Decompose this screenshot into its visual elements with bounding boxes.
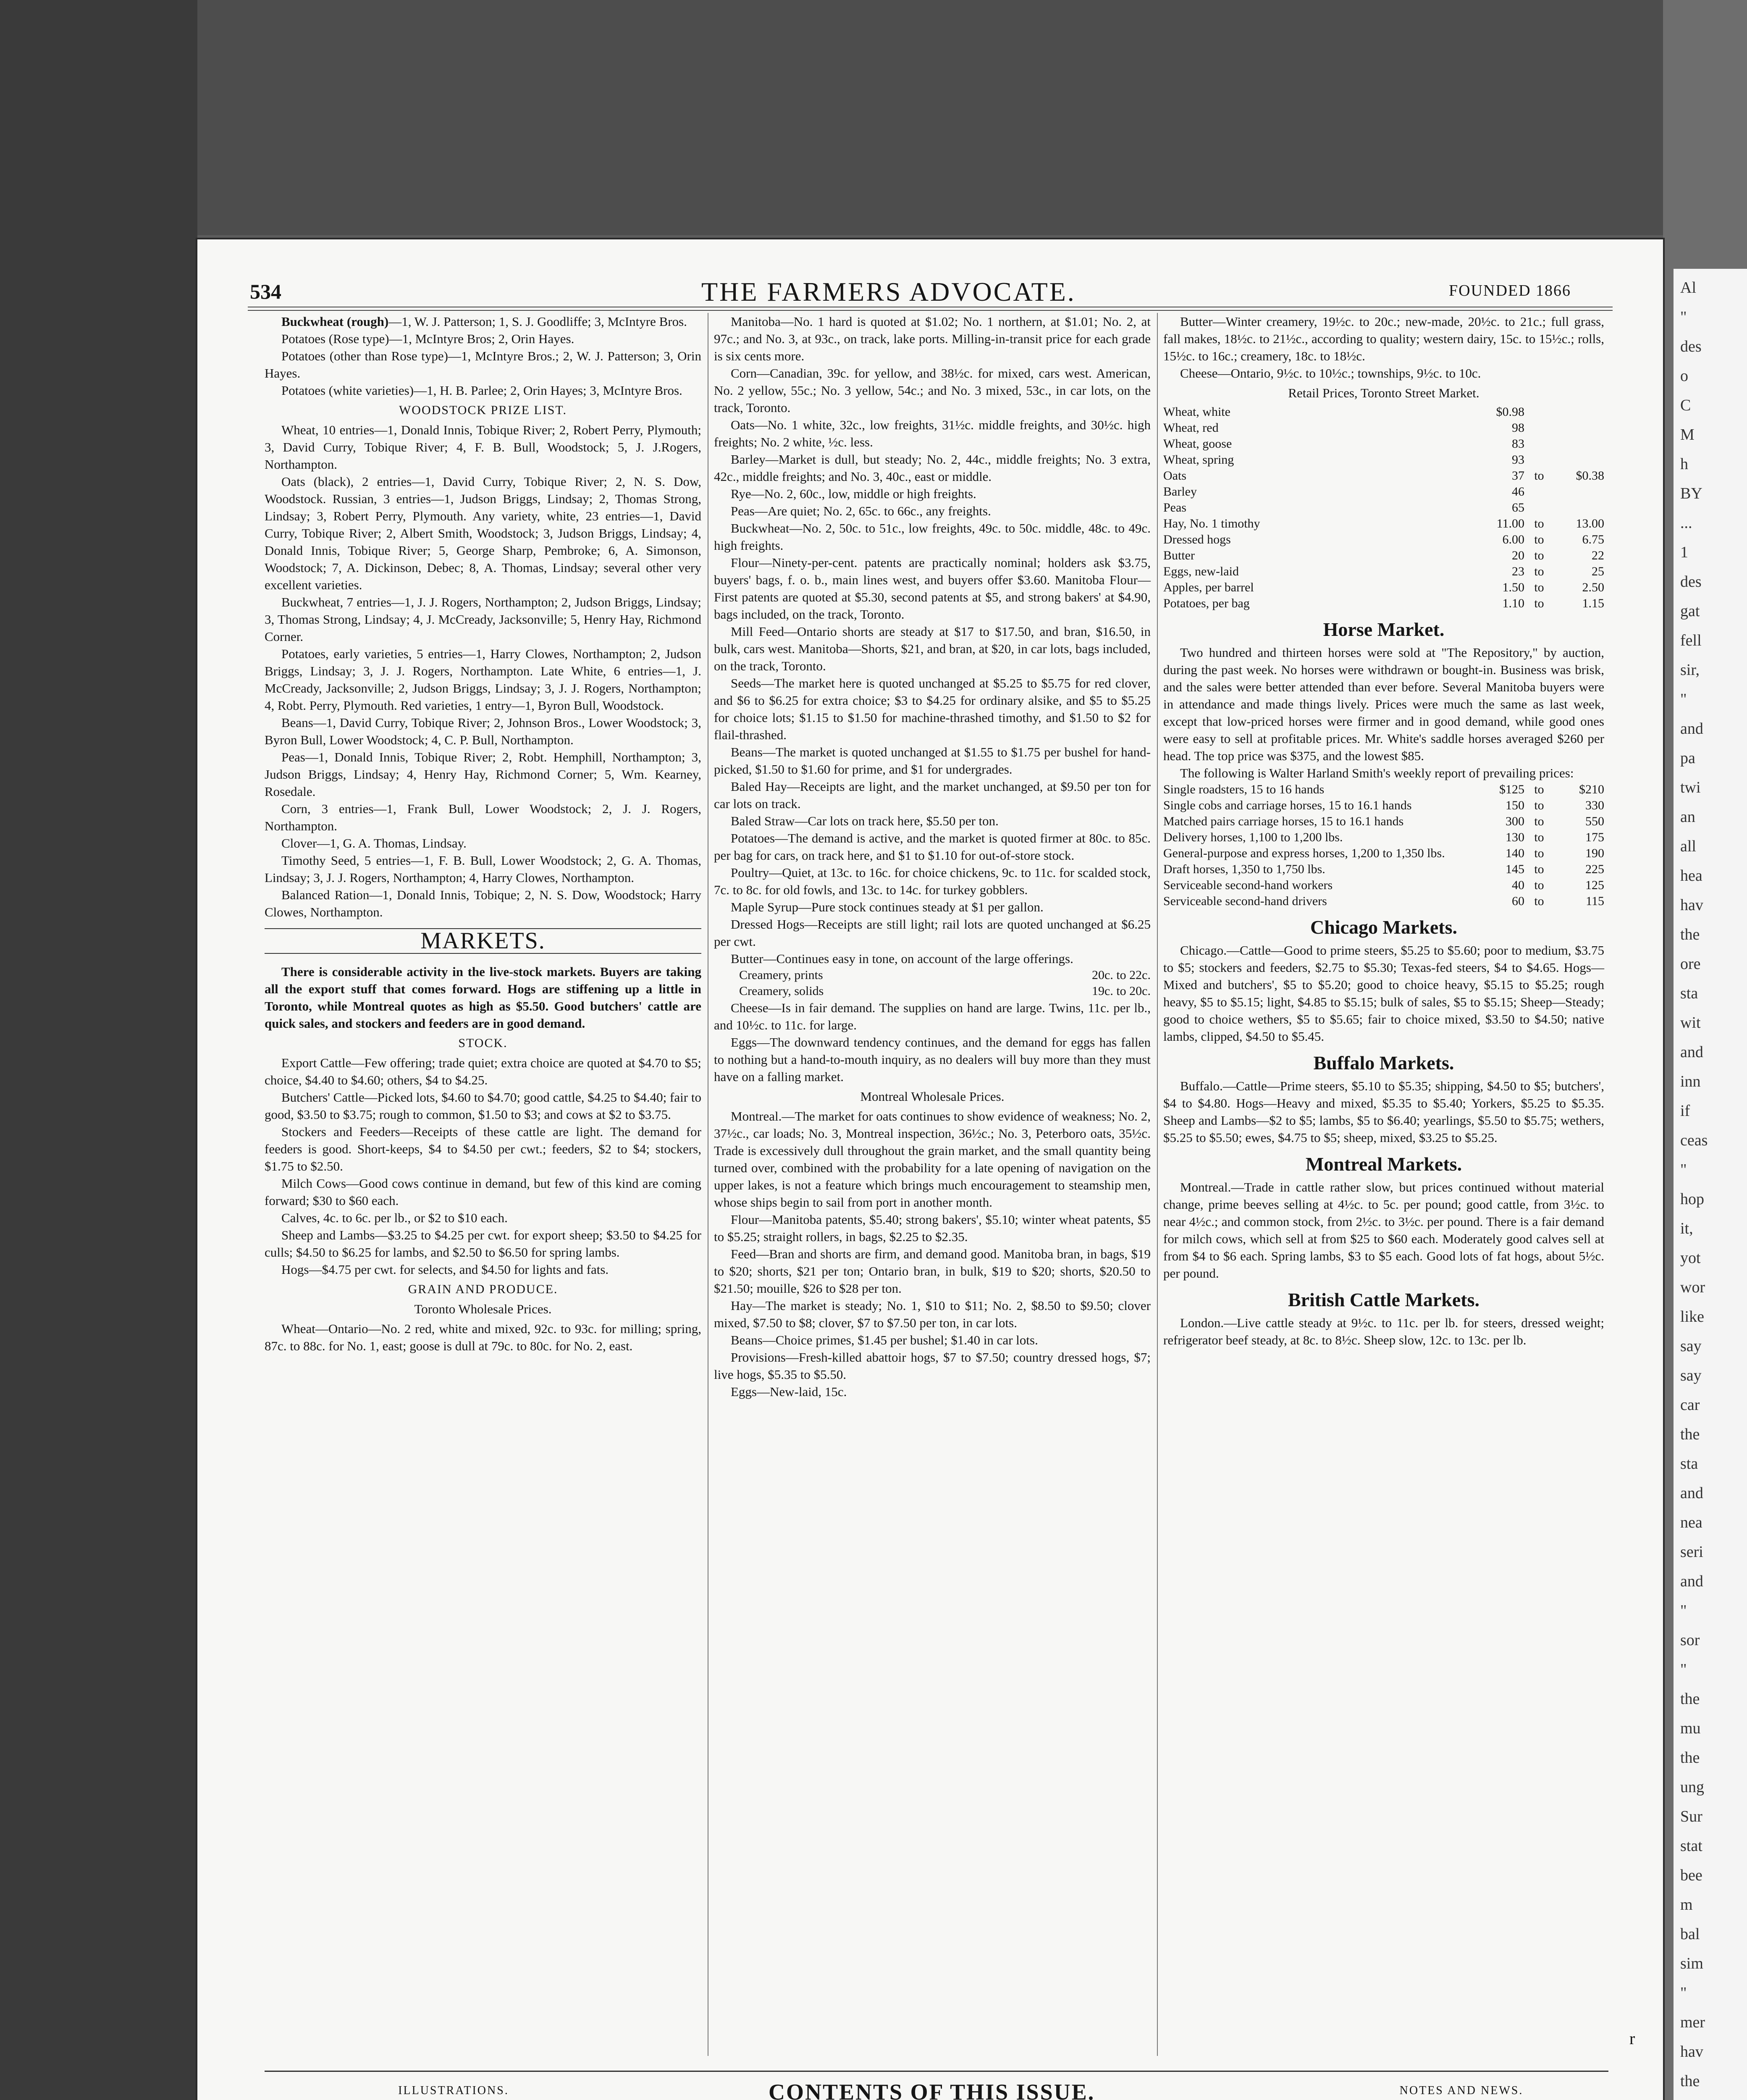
retail-item: Potatoes, per bag <box>1163 596 1250 610</box>
horse-high: 225 <box>1585 862 1604 876</box>
montreal-wholesale-heading: Montreal Wholesale Prices. <box>860 1089 1005 1104</box>
retail-low: $0.98 <box>1496 405 1524 419</box>
prize-entry: Potatoes (white varieties)—1, H. B. Parlee; 2, Orin Hayes; 3, McIntyre Bros. <box>281 383 682 398</box>
edge-fragment: the <box>1680 2072 1700 2090</box>
stock-heading: STOCK. <box>458 1036 508 1050</box>
edge-fragment: h <box>1680 455 1688 473</box>
horse-high: 115 <box>1586 894 1604 908</box>
column-3 <box>1163 313 1604 1349</box>
buffalo-markets-heading: Buffalo Markets. <box>1313 1052 1454 1074</box>
retail-to: to <box>1534 533 1544 546</box>
horse-item: Serviceable second-hand drivers <box>1163 894 1327 908</box>
retail-row <box>1163 404 1604 420</box>
produce-price-paragraph: Potatoes—The demand is active, and the market is quoted firmer at 80c. to 85c. per bag for cars, on track here, and $1 to $1.10 for out-of-store stock. <box>714 831 1151 863</box>
retail-high <box>1554 404 1604 420</box>
horse-row <box>1163 798 1604 814</box>
cheese-eggs <box>714 999 1151 1085</box>
contents-of-issue <box>265 2079 1608 2100</box>
markets-heading: MARKETS. <box>265 928 701 954</box>
edge-fragment: sta <box>1680 1455 1698 1473</box>
retail-row <box>1163 580 1604 596</box>
contents-top-rule <box>265 2071 1608 2072</box>
retail-item: Wheat, goose <box>1163 437 1232 451</box>
retail-low: 65 <box>1512 501 1524 514</box>
grain-wheat-paragraph: Wheat—Ontario—No. 2 red, white and mixed, 92c. to 93c. for milling; spring, 87c. to 88c. for No. 1, east; goose is dull at 79c. to 80c. for No. 2, east. <box>265 1321 701 1353</box>
edge-fragment: and <box>1680 1043 1703 1061</box>
produce-price-paragraph: Baled Hay—Receipts are light, and the market unchanged, at $9.50 per ton for car lots on track. <box>714 779 1151 811</box>
edge-fragment: ... <box>1680 514 1692 532</box>
edge-fragment: hav <box>1680 896 1703 914</box>
edge-fragment: mer <box>1680 2013 1705 2031</box>
edge-fragment: pa <box>1680 749 1695 767</box>
produce-price-paragraph: Dressed Hogs—Receipts are still light; rail lots are quoted unchanged at $6.25 per cwt. <box>714 917 1151 949</box>
horse-low: 145 <box>1506 862 1524 876</box>
retail-low: 6.00 <box>1502 533 1524 546</box>
horse-high: 330 <box>1585 798 1604 812</box>
prize-entry: Buckwheat, 7 entries—1, J. J. Rogers, Northampton; 2, Judson Briggs, Lindsay; 3, Thomas Strong, Lindsay; 4, J. McCready, Jacksonville; 5, Henry Hay, Richmond Corner. <box>265 595 701 644</box>
woodstock-prize-list <box>265 421 701 921</box>
horse-market-text <box>1163 644 1604 782</box>
horse-high: 190 <box>1585 846 1604 860</box>
butter-label: Creamery, prints <box>739 968 823 982</box>
edge-fragment: o <box>1680 367 1688 385</box>
butter-label: Creamery, solids <box>739 984 824 998</box>
edge-fragment: like <box>1680 1308 1704 1326</box>
prize-entry-lead: Buckwheat (rough) <box>281 314 389 329</box>
retail-item: Apples, per barrel <box>1163 580 1254 594</box>
horse-market-paragraph: Two hundred and thirteen horses were sold at "The Repository," by auction, during the past week. No horses were withdrawn or bought-in. Business was brisk, and the sales were better attended than ever before. Several Manitoba buyers were in attendance and made things lively. Prices were much the same as last week, except that low-priced horses were firmer and in good demand, while good ones were easy to sell at profitable prices. Mr. White's saddle horses averaged $260 per head. The top price was $375, and the lowest $85. <box>1163 645 1604 763</box>
montreal-markets-heading: Montreal Markets. <box>1305 1153 1462 1175</box>
horse-item: Single cobs and carriage horses, 15 to 16.1 hands <box>1163 798 1412 812</box>
header-rule <box>248 307 1613 311</box>
buffalo-markets-text: Buffalo.—Cattle—Prime steers, $5.10 to $5.35; shipping, $4.50 to $5; butchers', $4 to $4.80. Hogs—Heavy and mixed, $5.35 to $5.40; Yorkers, $5.25 to $5.35. Sheep and Lambs—$2 to $5; lambs, $5 to $6.40; yearlings, $5.50 to $5.75; wethers, $5.25 to $5.50; ewes, $4.75 to $5; sheep, mixed, $3.25 to $5.25. <box>1163 1079 1604 1145</box>
horse-to: to <box>1534 798 1544 812</box>
retail-low: 1.10 <box>1502 596 1524 610</box>
retail-row <box>1163 420 1604 436</box>
butter-price-table <box>714 967 1151 999</box>
edge-fragment: bal <box>1680 1925 1700 1943</box>
retail-high: 25 <box>1592 564 1604 578</box>
retail-to: to <box>1534 580 1544 594</box>
horse-item: Single roadsters, 15 to 16 hands <box>1163 782 1325 796</box>
column-2 <box>714 313 1151 1400</box>
edge-fragment: say <box>1680 1367 1702 1384</box>
produce-price-paragraph: Maple Syrup—Pure stock continues steady at $1 per gallon. <box>731 900 1044 914</box>
horse-high: $210 <box>1579 782 1604 796</box>
column-divider <box>1157 313 1158 2056</box>
retail-high <box>1554 484 1604 500</box>
horse-row <box>1163 782 1604 798</box>
retail-row <box>1163 564 1604 580</box>
horse-high: 125 <box>1585 878 1604 892</box>
montreal-wholesale-paragraph: Eggs—New-laid, 15c. <box>731 1384 847 1399</box>
edge-fragment: hea <box>1680 867 1702 885</box>
edge-fragment: " <box>1680 690 1687 708</box>
edge-fragment: wor <box>1680 1278 1705 1296</box>
prize-entry: Corn, 3 entries—1, Frank Bull, Lower Woodstock; 2, J. J. Rogers, Northampton. <box>265 801 701 833</box>
retail-high: 22 <box>1592 549 1604 562</box>
edge-fragment: m <box>1680 1896 1693 1914</box>
retail-high <box>1554 436 1604 452</box>
produce-price-paragraph: Barley—Market is dull, but steady; No. 2, 44c., middle freights; No. 3 extra, 42c., middle freights; and No. 3, 40c., east or middle. <box>714 452 1151 484</box>
montreal-wholesale-paragraph: Hay—The market is steady; No. 1, $10 to $11; No. 2, $8.50 to $9.50; clover mixed, $7.50 to $8; clover, $7 to $7.50 per ton, in car lots. <box>714 1298 1151 1330</box>
montreal-wholesale-paragraph: Beans—Choice primes, $1.45 per bushel; $1.40 in car lots. <box>731 1333 1038 1347</box>
retail-high <box>1554 420 1604 436</box>
stock-price-paragraph: Calves, 4c. to 6c. per lb., or $2 to $10 each. <box>281 1210 508 1225</box>
edge-fragment: des <box>1680 573 1702 591</box>
retail-low: 37 <box>1512 469 1524 483</box>
edge-fragment: sir, <box>1680 661 1700 679</box>
produce-price-paragraph: Buckwheat—No. 2, 50c. to 51c., low freights, 49c. to 50c. middle, 48c. to 49c. high freights. <box>714 521 1151 553</box>
edge-fragment: Al <box>1680 279 1696 297</box>
montreal-wholesale-paragraph: Provisions—Fresh-killed abattoir hogs, $7 to $7.50; country dressed hogs, $7; live hogs, $5.35 to $5.50. <box>714 1350 1151 1382</box>
prize-entry: Buckwheat (rough)—1, W. J. Patterson; 1, S. J. Goodliffe; 3, McIntyre Bros. <box>281 314 687 329</box>
horse-market-paragraph: The following is Walter Harland Smith's weekly report of prevailing prices: <box>1180 766 1574 780</box>
margin-mark: r <box>1629 2029 1635 2048</box>
retail-high: 1.15 <box>1582 596 1604 610</box>
horse-row <box>1163 877 1604 893</box>
edge-fragment: hav <box>1680 2043 1703 2061</box>
edge-fragment: fell <box>1680 632 1702 649</box>
column-1 <box>265 313 701 1354</box>
stock-price-paragraph: Hogs—$4.75 per cwt. for selects, and $4.50 for lights and fats. <box>281 1262 609 1277</box>
edge-fragment: the <box>1680 1425 1700 1443</box>
edge-fragment: bee <box>1680 1866 1702 1884</box>
edge-fragment: an <box>1680 808 1695 826</box>
produce-price-paragraph: Manitoba—No. 1 hard is quoted at $1.02; No. 1 northern, at $1.01; No. 2, at 97c.; and No. 3, at 93c., on track, lake ports. Milling-in-transit price for each grade is six cents more. <box>714 314 1151 363</box>
produce-price-paragraph: Butter—Winter creamery, 19½c. to 20c.; new-made, 20½c. to 21c.; full grass, fall makes, 18½c. to 21½c., according to quality; western dairy, 15c. to 15½c.; rolls, 15½c. to 16c.; creamery, 18c. to 18½c. <box>1163 314 1604 363</box>
stock-price-paragraph: Milch Cows—Good cows continue in demand, but few of this kind are coming forward; $30 to $60 each. <box>265 1176 701 1208</box>
prize-entry: Clover—1, G. A. Thomas, Lindsay. <box>281 836 467 850</box>
founded-label: FOUNDED 1866 <box>1449 282 1571 299</box>
horse-to: to <box>1534 814 1544 828</box>
butter-value: 19c. to 20c. <box>1092 984 1151 998</box>
produce-price-paragraph: Mill Feed—Ontario shorts are steady at $17 to $17.50, and bran, $16.50, in bulk, cars west. Manitoba—Shorts, $21, and bran, at $20, in car lots, bags included, on the track, Toronto. <box>714 624 1151 673</box>
retail-item: Oats <box>1163 469 1186 483</box>
retail-price-table <box>1163 404 1604 612</box>
prize-entry: Oats (black), 2 entries—1, David Curry, Tobique River; 2, N. S. Dow, Woodstock. Russian, 3 entries—1, Judson Briggs, Lindsay; 2, Thomas Strong, Lindsay; 3, Robert Perry, Plymouth. Any variety, white, 23 entries—1, David Curry, Tobique River; 2, Albert Smith, Woodstock; 3, Judson Briggs, Lindsay; 4, Donald Innis, Tobique River; 5, George Sharp, Pembroke; 6, A. Simonson, Woodstock; 7, A. Dickinson, Debec; 8, A. Thomas, Lindsay; several other very excellent varieties. <box>265 474 701 592</box>
edge-fragment: ore <box>1680 955 1701 973</box>
montreal-wholesale-paragraph: Montreal.—The market for oats continues to show evidence of weakness; No. 2, 37½c., car loads; No. 3, Montreal inspection, 36½c.; No. 3, Peterboro oats, 35½c. Trade is excessively dull throughout the grain market, and the small quantity being turned over, combined with the probability for a late opening of navigation on the upper lakes, is not a feature which brings much encouragement to steamship men, whose ships begin to sail from port in another month. <box>714 1109 1151 1210</box>
horse-low: 300 <box>1506 814 1524 828</box>
edge-fragment: hop <box>1680 1190 1704 1208</box>
produce-price-paragraph: Poultry—Quiet, at 13c. to 16c. for choice chickens, 9c. to 11c. for scalded stock, 7c. to 8c. for old fowls, and 13c. to 14c. for turkey gobblers. <box>714 865 1151 897</box>
horse-item: Delivery horses, 1,100 to 1,200 lbs. <box>1163 830 1343 844</box>
produce-price-paragraph: Seeds—The market here is quoted unchanged at $5.25 to $5.75 for red clover, and $6 to $6.25 for extra choice; $3 to $4.25 for ordinary alsike, and $5 to $5.25 for choice lots; $1.15 to $1.50 for machine-thrashed timothy, and $1.50 to $2 for flail-thrashed. <box>714 676 1151 742</box>
horse-to: to <box>1534 830 1544 844</box>
edge-fragment: ung <box>1680 1778 1704 1796</box>
retail-to <box>1524 404 1554 420</box>
retail-to <box>1524 436 1554 452</box>
produce-price-paragraph: Corn—Canadian, 39c. for yellow, and 38½c. for mixed, cars west. American, No. 2 yellow, 55c.; No. 3 yellow, 54c.; and No. 3 mixed, 53c., in car lots, on the track, Toronto. <box>714 366 1151 415</box>
edge-fragment: ceas <box>1680 1131 1708 1149</box>
page-number: 534 <box>250 280 281 303</box>
adjacent-page-edge <box>1674 269 1747 2100</box>
retail-row <box>1163 500 1604 516</box>
horse-high: 175 <box>1585 830 1604 844</box>
horse-to: to <box>1534 878 1544 892</box>
edge-fragment: sim <box>1680 1955 1703 1972</box>
retail-row <box>1163 468 1604 484</box>
edge-fragment: " <box>1680 308 1687 326</box>
retail-item: Peas <box>1163 501 1186 514</box>
edge-fragment: " <box>1680 1602 1687 1620</box>
retail-high: 13.00 <box>1576 517 1604 530</box>
horse-row <box>1163 893 1604 909</box>
contents-column-4 <box>1314 2083 1608 2100</box>
edge-fragment: seri <box>1680 1543 1703 1561</box>
edge-fragment: yot <box>1680 1249 1701 1267</box>
prize-entry: Potatoes (Rose type)—1, McIntyre Bros; 2, Orin Hayes. <box>281 331 574 346</box>
prize-entry: Potatoes (other than Rose type)—1, McIntyre Bros.; 2, W. J. Patterson; 3, Orin Hayes. <box>265 349 701 381</box>
contents-title: CONTENTS OF THIS ISSUE. <box>769 2079 1095 2100</box>
edge-fragment: sor <box>1680 1631 1700 1649</box>
butter-row <box>714 967 1151 983</box>
edge-fragment: mu <box>1680 1719 1701 1737</box>
retail-to: to <box>1534 549 1544 562</box>
chicago-markets-text: Chicago.—Cattle—Good to prime steers, $5.25 to $5.60; poor to medium, $3.75 to $5; stockers and feeders, $2.75 to $5.30; Texas-fed steers, $4 to $4.65. Hogs—Mixed and butchers', $5 to $5.20; good to choice heavy, $5.15 to $5.25; rough heavy, $5 to $5.15; light, $4.85 to $5.15; bulk of sales, $5 to $5.15; Sheep—Steady; good to choice wethers, $5 to $5.65; fair to choice mixed, $3.50 to $4.50; native lambs, clipped, $4.50 to $5.45. <box>1163 943 1604 1044</box>
retail-to: to <box>1534 596 1544 610</box>
british-cattle-markets-text: London.—Live cattle steady at 9½c. to 11c. per lb. for steers, dressed weight; refrigerator beef steady, at 8c. to 8½c. Sheep slow, 12c. to 13c. per lb. <box>1163 1315 1604 1347</box>
retail-item: Hay, No. 1 timothy <box>1163 517 1260 530</box>
butter-value: 20c. to 22c. <box>1092 968 1151 982</box>
edge-fragment: C <box>1680 396 1691 414</box>
prize-entry: Balanced Ration—1, Donald Innis, Tobique; 2, N. S. Dow, Woodstock; Harry Clowes, Northampton. <box>265 887 701 919</box>
edge-fragment: car <box>1680 1396 1700 1414</box>
butter-row <box>714 983 1151 999</box>
contents-column-1 <box>265 2083 643 2100</box>
grain-produce-list <box>714 313 1151 967</box>
retail-low: 11.00 <box>1496 517 1524 530</box>
retail-item: Butter <box>1163 549 1195 562</box>
retail-to: to <box>1534 469 1544 483</box>
produce-price-paragraph: Peas—Are quiet; No. 2, 65c. to 66c., any freights. <box>731 504 991 518</box>
edge-fragment: the <box>1680 1690 1700 1708</box>
produce-price-paragraph: Eggs—The downward tendency continues, and the demand for eggs has fallen to nothing but a hand-to-mouth inquiry, as no dealers will buy more than they must have on a falling market. <box>714 1035 1151 1084</box>
produce-price-paragraph: Rye—No. 2, 60c., low, middle or high freights. <box>731 486 976 501</box>
horse-low: $125 <box>1499 782 1524 796</box>
retail-row <box>1163 484 1604 500</box>
horse-to: to <box>1534 894 1544 908</box>
edge-fragment: and <box>1680 1484 1703 1502</box>
edge-fragment: and <box>1680 720 1703 738</box>
retail-item: Wheat, red <box>1163 421 1219 435</box>
newspaper-page <box>197 239 1663 2100</box>
edge-fragment: BY <box>1680 485 1702 502</box>
edge-fragment: nea <box>1680 1514 1702 1531</box>
prize-entry: Potatoes, early varieties, 5 entries—1, Harry Clowes, Northampton; 2, Judson Briggs, Lindsay; 3, J. J. Rogers, Northampton. Late White, 6 entries—1, J. McCready, Jacksonville; 2, Judson Briggs, Lindsay; 3, J. J. Rogers, Northampton; 4, Robt. Perry, Plymouth. Red varieties, 1 entry—1, Byron Bull, Woodstock. <box>265 646 701 713</box>
stock-price-paragraph: Stockers and Feeders—Receipts of these cattle are light. The demand for feeders is good. Short-keeps, $4 to $4.50 per cwt.; feeders, $2 to $4; stockers, $1.75 to $2.50. <box>265 1124 701 1173</box>
retail-high <box>1554 452 1604 468</box>
retail-low: 20 <box>1512 549 1524 562</box>
retail-item: Eggs, new-laid <box>1163 564 1239 578</box>
retail-low: 93 <box>1512 453 1524 467</box>
retail-low: 1.50 <box>1502 580 1524 594</box>
retail-low: 46 <box>1512 485 1524 499</box>
horse-high: 550 <box>1585 814 1604 828</box>
horse-low: 40 <box>1512 878 1524 892</box>
stock-price-paragraph: Export Cattle—Few offering; trade quiet; extra choice are quoted at $4.70 to $5; choice, $4.40 to $4.60; others, $4 to $4.25. <box>265 1055 701 1087</box>
horse-row <box>1163 845 1604 861</box>
prize-entry: Timothy Seed, 5 entries—1, F. B. Bull, Lower Woodstock; 2, G. A. Thomas, Lindsay; 3, J. J. Rogers, Northampton; 4, Harry Clowes, Northampton. <box>265 853 701 885</box>
retail-item: Wheat, white <box>1163 405 1230 419</box>
stock-prices <box>265 1054 701 1278</box>
retail-item: Barley <box>1163 485 1197 499</box>
produce-price-paragraph: Oats—No. 1 white, 32c., low freights, 31½c. middle freights, and 30½c. high freights; No. 2 white, ½c. less. <box>714 417 1151 449</box>
retail-row <box>1163 548 1604 564</box>
retail-row <box>1163 532 1604 548</box>
grain-heading: GRAIN AND PRODUCE. <box>408 1282 558 1296</box>
grain-subheading: Toronto Wholesale Prices. <box>414 1302 552 1316</box>
horse-to: to <box>1534 846 1544 860</box>
butter-cheese-montreal <box>1163 313 1604 382</box>
retail-high <box>1554 500 1604 516</box>
edge-fragment: twi <box>1680 779 1701 796</box>
contents-section-heading: ILLUSTRATIONS. <box>398 2084 509 2097</box>
horse-row <box>1163 830 1604 845</box>
edge-fragment: inn <box>1680 1073 1701 1090</box>
prize-entry: Peas—1, Donald Innis, Tobique River; 2, Robt. Hemphill, Northampton; 3, Judson Briggs, Lindsay; 4, Henry Hay, Richmond Corner; 5, Wm. Kearney, Rosedale. <box>265 750 701 799</box>
retail-low: 23 <box>1512 564 1524 578</box>
retail-row <box>1163 452 1604 468</box>
montreal-wholesale-paragraph: Feed—Bran and shorts are firm, and demand good. Manitoba bran, in bags, $19 to $20; shorts, $21 per ton; Ontario bran, in bulk, $19 to $20; shorts, $20.50 to $21.50; mouille, $26 to $28 per ton. <box>714 1247 1151 1296</box>
horse-low: 140 <box>1506 846 1524 860</box>
masthead-title: THE FARMERS ADVOCATE. <box>701 277 1076 307</box>
horse-item: Matched pairs carriage horses, 15 to 16.1 hands <box>1163 814 1404 828</box>
retail-low: 83 <box>1512 437 1524 451</box>
horse-to: to <box>1534 862 1544 876</box>
horse-low: 150 <box>1506 798 1524 812</box>
edge-fragment: the <box>1680 926 1700 943</box>
retail-to: to <box>1534 517 1544 530</box>
montreal-markets-text: Montreal.—Trade in cattle rather slow, but prices continued without material change, prime beeves selling at 4½c. to 5c. per pound; good cattle, from 3½c. to near 4½c.; and common stock, from 2½c. to 3½c. per pound. There is a fair demand for milch cows, which sell at from $25 to $60 each. Moderately good calves sell at from $4 to $6 each. Spring lambs, $3 to $5 each. Good lots of fat hogs, about 5½c. per pound. <box>1163 1180 1604 1281</box>
horse-row <box>1163 814 1604 830</box>
horse-low: 130 <box>1506 830 1524 844</box>
retail-to <box>1524 452 1554 468</box>
produce-price-paragraph: Baled Straw—Car lots on track here, $5.50 per ton. <box>731 814 999 828</box>
edge-fragment: Sur <box>1680 1808 1702 1825</box>
edge-fragment: if <box>1680 1102 1690 1120</box>
retail-row <box>1163 596 1604 612</box>
scan-background-top <box>0 0 1747 235</box>
produce-price-paragraph: Butter—Continues easy in tone, on account of the large offerings. <box>731 951 1073 966</box>
horse-to: to <box>1534 782 1544 796</box>
edge-fragment: stat <box>1680 1837 1702 1855</box>
horse-low: 60 <box>1512 894 1524 908</box>
produce-price-paragraph: Cheese—Is in fair demand. The supplies on hand are large. Twins, 11c. per lb., and 10½c. to 11c. for large. <box>714 1000 1151 1032</box>
edge-fragment: say <box>1680 1337 1702 1355</box>
edge-fragment: and <box>1680 1572 1703 1590</box>
retail-to <box>1524 420 1554 436</box>
edge-fragment: " <box>1680 1161 1687 1179</box>
retail-row <box>1163 516 1604 532</box>
edge-fragment: gat <box>1680 602 1700 620</box>
produce-price-paragraph: Flour—Ninety-per-cent. patents are practically nominal; holders ask $3.75, buyers' bags, f. o. b., main lines west, and buyers offer $3.60. Manitoba Flour—First patents are quoted at $5.30, second patents at $5, and strong bakers' at $4.90, bags included, on the track, Toronto. <box>714 555 1151 622</box>
prize-entry: Wheat, 10 entries—1, Donald Innis, Tobique River; 2, Robert Perry, Plymouth; 3, David Curry, Tobique River; 4, F. B. Bull, Woodstock; 5, J. J.Rogers, Northampton. <box>265 423 701 472</box>
retail-to <box>1524 500 1554 516</box>
montreal-wholesale-paragraph: Flour—Manitoba patents, $5.40; strong bakers', $5.10; winter wheat patents, $5 to $5.25; straight rollers, in bags, $2.25 to $2.35. <box>714 1212 1151 1244</box>
edge-fragment: it, <box>1680 1220 1693 1237</box>
horse-price-table <box>1163 782 1604 909</box>
edge-fragment: des <box>1680 338 1702 355</box>
retail-high: 6.75 <box>1582 533 1604 546</box>
retail-prices-heading: Retail Prices, Toronto Street Market. <box>1288 386 1479 400</box>
montreal-wholesale-prices <box>714 1108 1151 1400</box>
edge-fragment: the <box>1680 1749 1700 1767</box>
scan-background-left <box>0 0 197 2100</box>
produce-price-paragraph: Beans—The market is quoted unchanged at $1.55 to $1.75 per bushel for hand-picked, $1.50 to $1.60 for prime, and $1 for undergrades. <box>714 745 1151 777</box>
edge-fragment: M <box>1680 426 1695 444</box>
edge-fragment: " <box>1680 1661 1687 1678</box>
retail-row <box>1163 436 1604 452</box>
horse-row <box>1163 861 1604 877</box>
stock-price-paragraph: Butchers' Cattle—Picked lots, $4.60 to $4.70; good cattle, $4.25 to $4.40; fair to good, $3.50 to $3.75; rough to common, $1.50 to $3; and cows at $2 to $3.75. <box>265 1090 701 1122</box>
markets-intro: There is considerable activity in the live-stock markets. Buyers are taking all the export stuff that comes forward. Hogs are stiffening up a little in Toronto, while Montreal quotes as high as $5.50. Good butchers' cattle are quick sales, and stockers and feeders are in good demand. <box>265 964 701 1031</box>
woodstock-prize-list-heading: WOODSTOCK PRIZE LIST. <box>399 403 567 417</box>
contents-section-heading: NOTES AND NEWS. <box>1399 2084 1524 2097</box>
retail-low: 98 <box>1512 421 1524 435</box>
retail-high: $0.38 <box>1576 469 1604 483</box>
chicago-markets-heading: Chicago Markets. <box>1310 916 1458 938</box>
edge-fragment: wit <box>1680 1014 1701 1032</box>
edge-fragment: " <box>1680 1984 1687 2002</box>
prize-list-top <box>265 313 701 399</box>
retail-high: 2.50 <box>1582 580 1604 594</box>
edge-fragment <box>1674 2096 1747 2100</box>
horse-item: Draft horses, 1,350 to 1,750 lbs. <box>1163 862 1325 876</box>
edge-fragment: all <box>1680 837 1696 855</box>
produce-price-paragraph: Cheese—Ontario, 9½c. to 10½c.; townships, 9½c. to 10c. <box>1180 366 1481 381</box>
british-cattle-markets-heading: British Cattle Markets. <box>1288 1289 1480 1310</box>
horse-item: Serviceable second-hand workers <box>1163 878 1333 892</box>
retail-to: to <box>1534 564 1544 578</box>
stock-price-paragraph: Sheep and Lambs—$3.25 to $4.25 per cwt. for export sheep; $3.50 to $4.25 for culls; $4.50 to $6.25 for lambs, and $2.50 to $6.50 for spring lambs. <box>265 1228 701 1260</box>
retail-item: Dressed hogs <box>1163 533 1231 546</box>
edge-fragment: sta <box>1680 984 1698 1002</box>
horse-item: General-purpose and express horses, 1,200 to 1,350 lbs. <box>1163 846 1445 860</box>
horse-market-heading: Horse Market. <box>1323 619 1445 640</box>
retail-item: Wheat, spring <box>1163 453 1234 467</box>
retail-to <box>1524 484 1554 500</box>
edge-fragment: 1 <box>1680 543 1688 561</box>
prize-entry: Beans—1, David Curry, Tobique River; 2, Johnson Bros., Lower Woodstock; 3, Byron Bull, Lower Woodstock; 4, C. P. Bull, Northampton. <box>265 715 701 747</box>
